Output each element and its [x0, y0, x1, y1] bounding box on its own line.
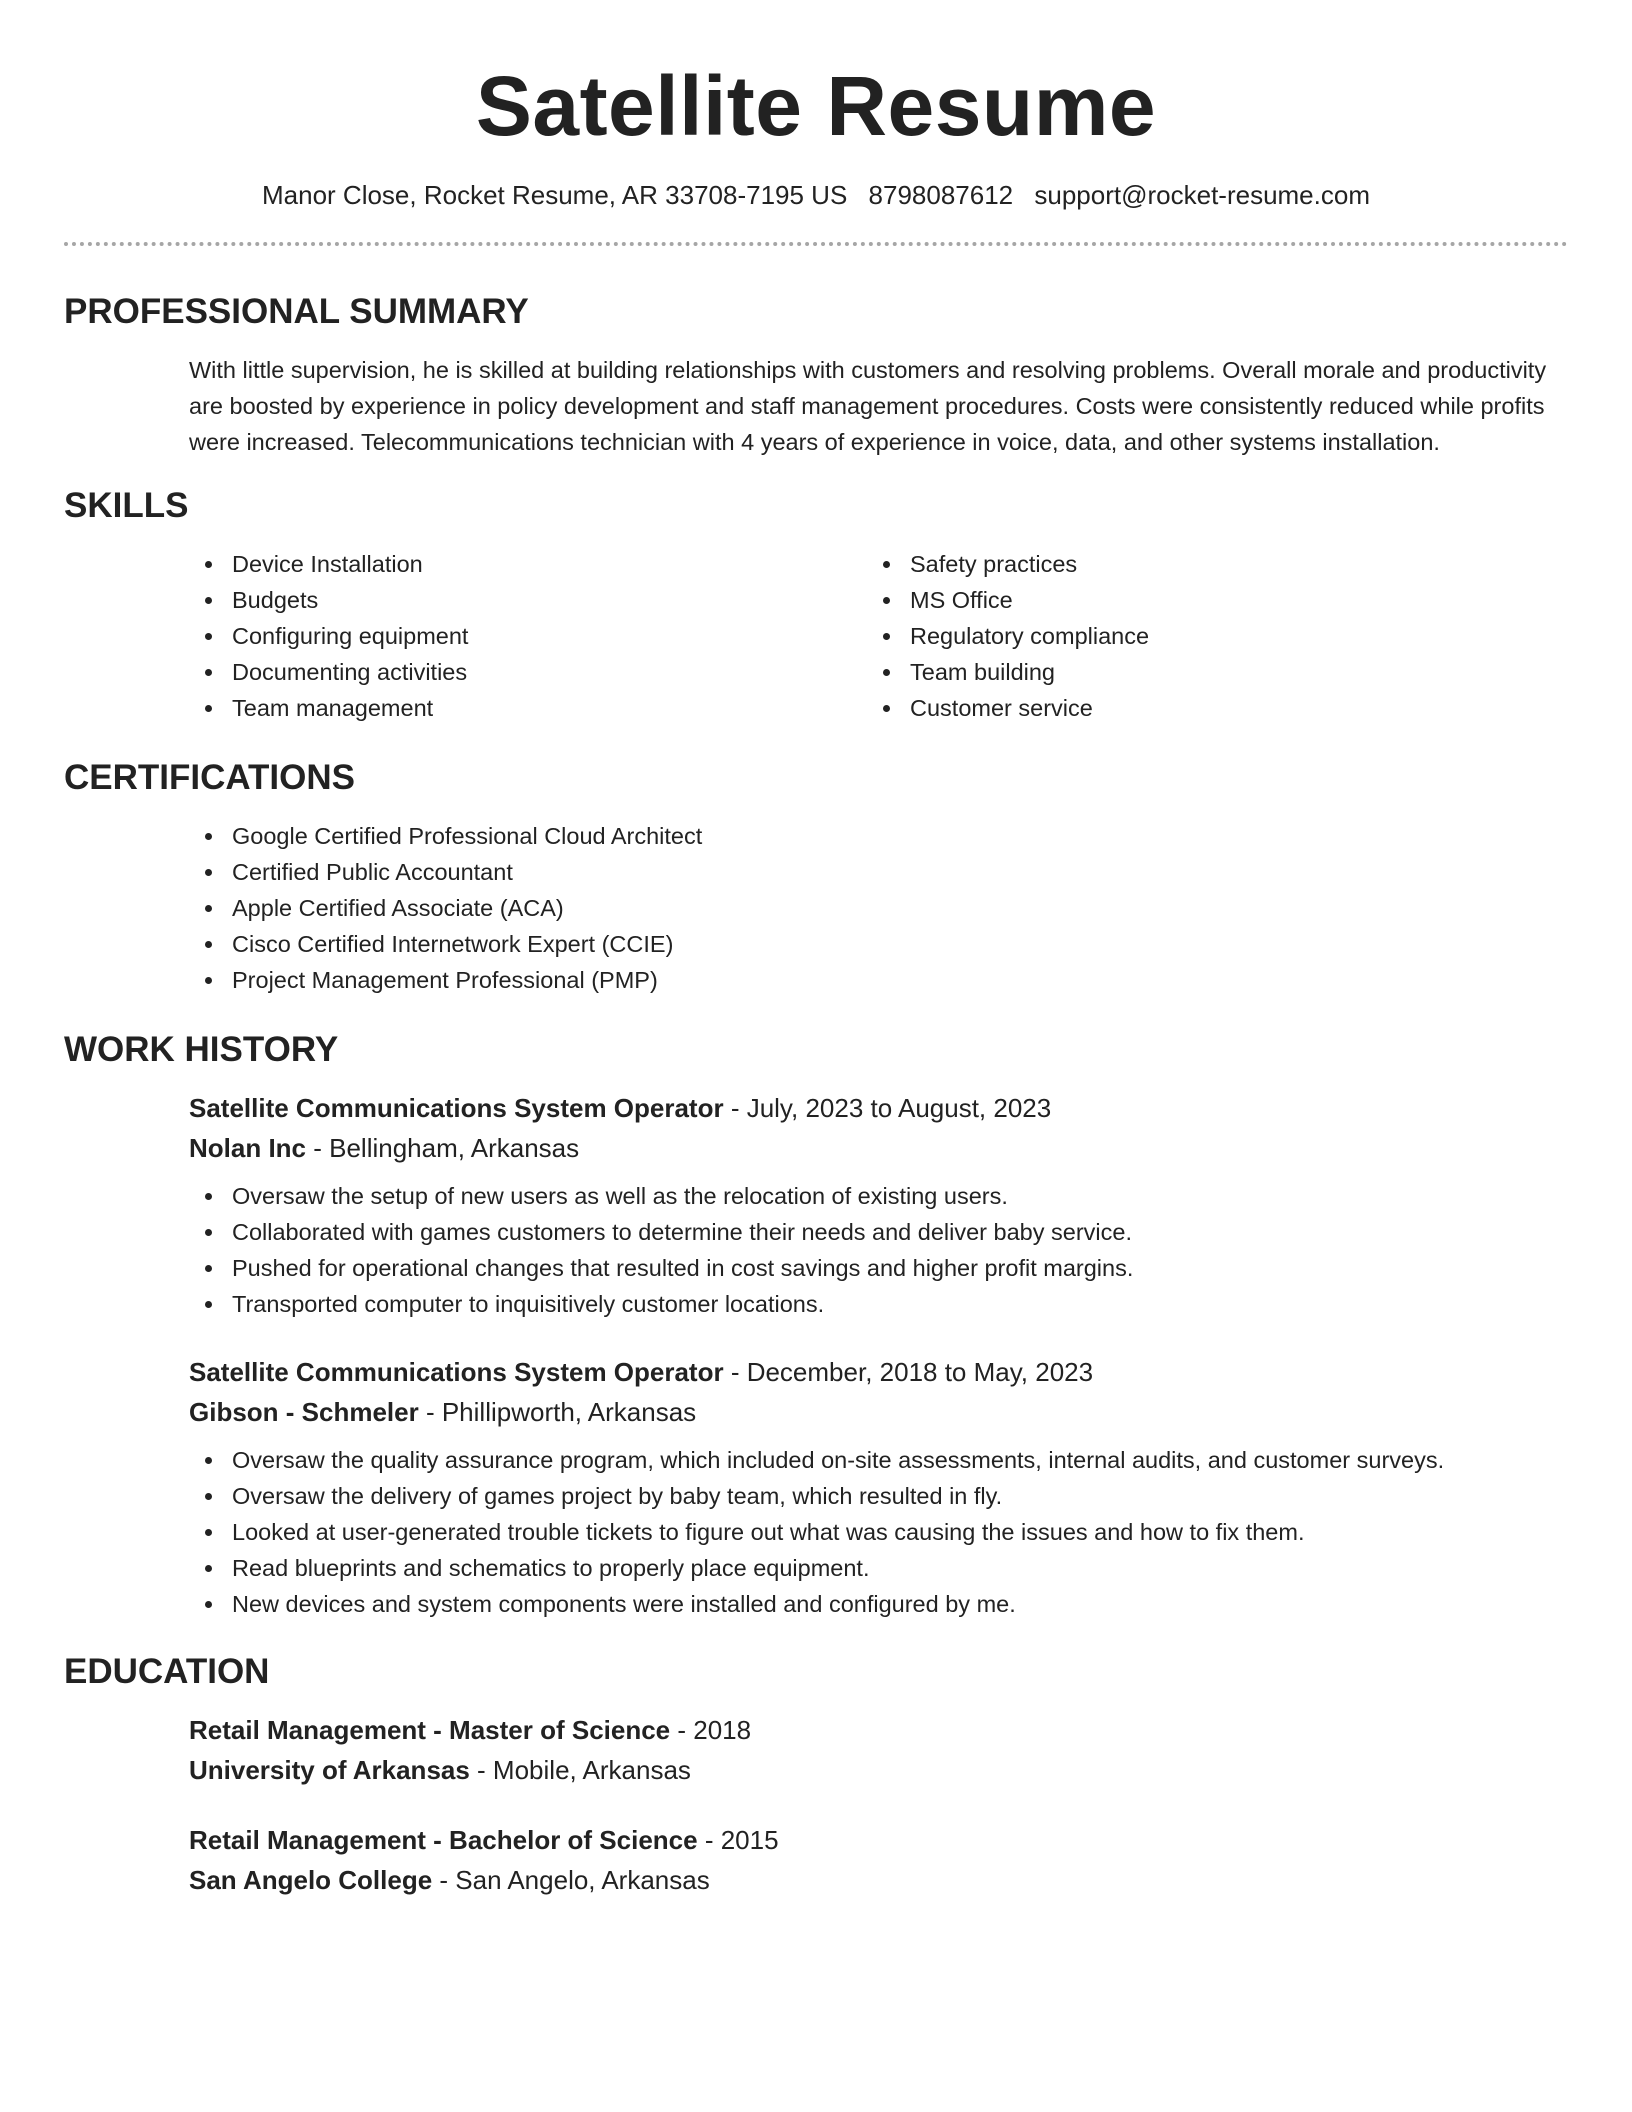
- section-title-skills: SKILLS: [64, 486, 189, 525]
- education-entry: [64, 1820, 1568, 1900]
- job-dates: - July, 2023 to August, 2023: [723, 1093, 1052, 1123]
- list-item: Project Management Professional (PMP): [189, 962, 1568, 998]
- job-location: - Phillipworth, Arkansas: [418, 1397, 697, 1427]
- list-item: Transported computer to inquisitively customer locations.: [189, 1286, 1568, 1322]
- education-entry: [64, 1710, 1568, 1790]
- contact-email: support@rocket-resume.com: [1034, 180, 1370, 210]
- skills-list: [64, 546, 1568, 726]
- list-item: Certified Public Accountant: [189, 854, 1568, 890]
- list-item: Device Installation: [189, 546, 867, 582]
- job-title-line: [189, 1088, 1568, 1128]
- list-item: Pushed for operational changes that resulted in cost savings and higher profit margins.: [189, 1250, 1568, 1286]
- list-item: Safety practices: [867, 546, 1545, 582]
- education-location: - Mobile, Arkansas: [469, 1755, 691, 1785]
- list-item: Budgets: [189, 582, 867, 618]
- job-dates: - December, 2018 to May, 2023: [723, 1357, 1094, 1387]
- job-company: Nolan Inc: [189, 1133, 307, 1163]
- contact-phone: 8798087612: [868, 180, 1014, 210]
- section-title-education: EDUCATION: [64, 1652, 270, 1691]
- job-role: Satellite Communications System Operator: [189, 1093, 724, 1123]
- education-school: University of Arkansas: [189, 1755, 470, 1785]
- education-degree: Retail Management - Bachelor of Science: [189, 1825, 698, 1855]
- list-item: Oversaw the delivery of games project by baby team, which resulted in fly.: [189, 1478, 1568, 1514]
- list-item: Collaborated with games customers to determine their needs and deliver baby service.: [189, 1214, 1568, 1250]
- education-year: - 2015: [697, 1825, 779, 1855]
- job-entry: [64, 1352, 1568, 1622]
- summary-text: With little supervision, he is skilled at building relationships with customers and resolving problems. Overall morale and productivity are boosted by experience in policy development and staff management procedures. Costs were consistently reduced while profits were increased. Telecommunications technician with 4 years of experience in voice, data, and other systems installation.: [189, 357, 1547, 455]
- job-company: Gibson - Schmeler: [189, 1397, 419, 1427]
- list-item: Customer service: [867, 690, 1545, 726]
- section-title-work-history: WORK HISTORY: [64, 1030, 339, 1069]
- skills-column-right: [867, 546, 1545, 726]
- job-company-line: [189, 1128, 1568, 1168]
- section-title-summary: PROFESSIONAL SUMMARY: [64, 292, 529, 331]
- list-item: MS Office: [867, 582, 1545, 618]
- list-item: Read blueprints and schematics to properly place equipment.: [189, 1550, 1568, 1586]
- education-year: - 2018: [670, 1715, 752, 1745]
- resume-name: Satellite Resume: [475, 59, 1157, 153]
- list-item: Regulatory compliance: [867, 618, 1545, 654]
- education-degree: Retail Management - Master of Science: [189, 1715, 671, 1745]
- list-item: Oversaw the setup of new users as well as the relocation of existing users.: [189, 1178, 1568, 1214]
- list-item: New devices and system components were installed and configured by me.: [189, 1586, 1568, 1622]
- job-location: - Bellingham, Arkansas: [306, 1133, 580, 1163]
- education-school-line: [189, 1860, 1568, 1900]
- header-divider: [64, 242, 1568, 246]
- job-entry: [64, 1088, 1568, 1322]
- list-item: Documenting activities: [189, 654, 867, 690]
- education-school-line: [189, 1750, 1568, 1790]
- list-item: Apple Certified Associate (ACA): [189, 890, 1568, 926]
- job-bullets: [189, 1178, 1568, 1322]
- education-school: San Angelo College: [189, 1865, 433, 1895]
- list-item: Team management: [189, 690, 867, 726]
- list-item: Oversaw the quality assurance program, which included on-site assessments, internal audits, and customer surveys.: [189, 1442, 1568, 1478]
- certifications-list: [64, 818, 1568, 998]
- job-role: Satellite Communications System Operator: [189, 1357, 724, 1387]
- list-item: Configuring equipment: [189, 618, 867, 654]
- list-item: Cisco Certified Internetwork Expert (CCIE): [189, 926, 1568, 962]
- education-location: - San Angelo, Arkansas: [432, 1865, 710, 1895]
- job-company-line: [189, 1392, 1568, 1432]
- skills-column-left: [189, 546, 867, 726]
- list-item: Team building: [867, 654, 1545, 690]
- list-item: Google Certified Professional Cloud Architect: [189, 818, 1568, 854]
- job-bullets: [189, 1442, 1568, 1622]
- contact-address: Manor Close, Rocket Resume, AR 33708-7195 US: [262, 180, 848, 210]
- contact-line: [64, 178, 1568, 212]
- education-degree-line: [189, 1820, 1568, 1860]
- job-title-line: [189, 1352, 1568, 1392]
- section-title-certifications: CERTIFICATIONS: [64, 758, 356, 797]
- education-degree-line: [189, 1710, 1568, 1750]
- list-item: Looked at user-generated trouble tickets to figure out what was causing the issues and how to fix them.: [189, 1514, 1568, 1550]
